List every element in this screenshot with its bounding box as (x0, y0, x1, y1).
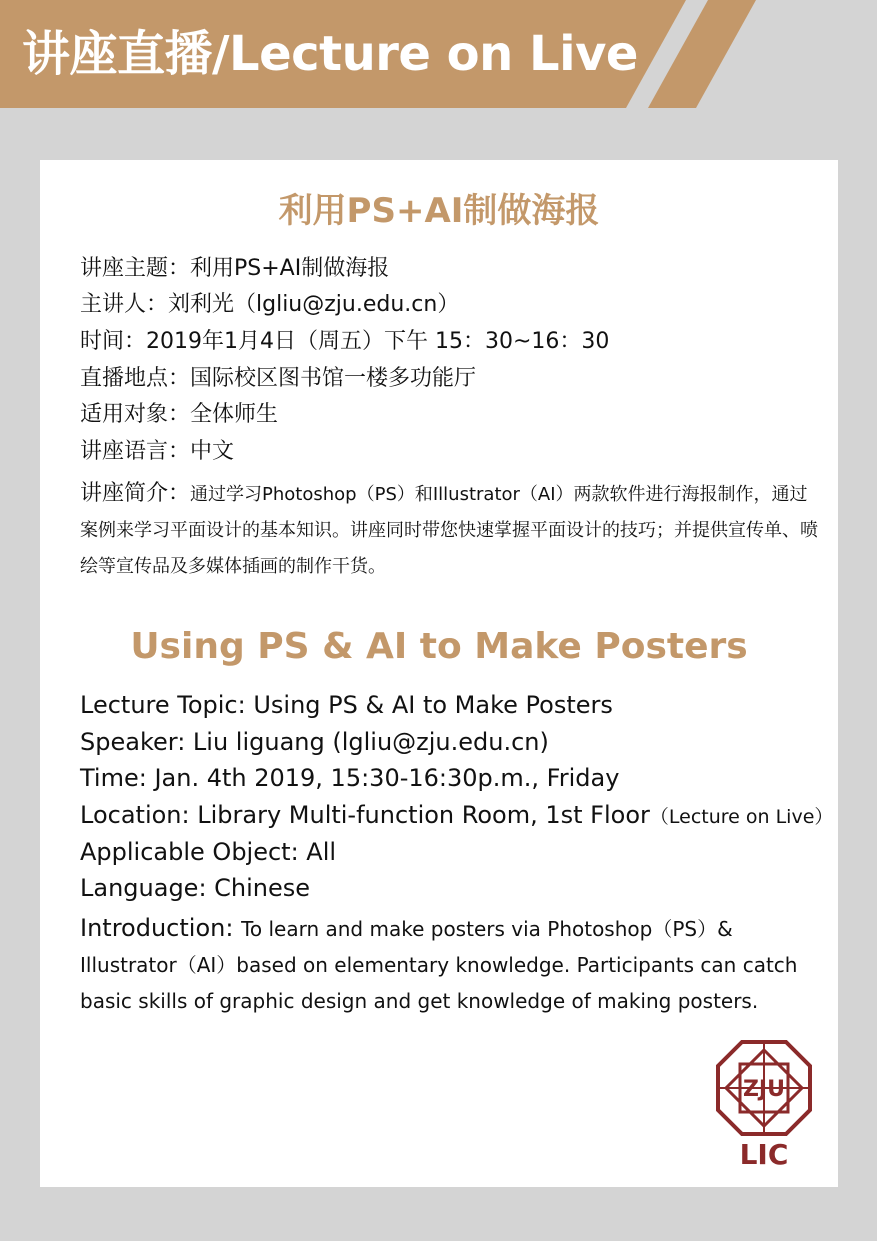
en-location-note: （Lecture on Live） (649, 806, 834, 828)
cn-location: 直播地点：国际校区图书馆一楼多功能厅 (80, 366, 477, 391)
cn-topic: 讲座主题：利用PS+AI制做海报 (80, 256, 390, 281)
en-time: Time: Jan. 4th 2019, 15:30-16:30p.m., Friday (80, 764, 620, 792)
cn-language: 讲座语言：中文 (80, 439, 235, 464)
lic-logo-text: LIC (739, 1138, 789, 1170)
cn-speaker: 主讲人：刘利光（lgliu@zju.edu.cn） (80, 292, 460, 317)
cn-audience: 适用对象：全体师生 (80, 402, 279, 427)
en-audience: Applicable Object: All (80, 838, 337, 866)
cn-time: 时间：2019年1月4日（周五）下午 15：30~16：30 (80, 329, 610, 354)
chinese-heading: 利用PS+AI制做海报 (278, 191, 600, 231)
en-language: Language: Chinese (80, 874, 311, 902)
en-location (80, 798, 833, 834)
header-title: 讲座直播/Lecture on Live (22, 26, 638, 82)
en-location-main: Location: Library Multi-function Room, 1st Floor (80, 801, 650, 829)
cn-intro-label: 讲座简介： (80, 481, 191, 506)
cn-intro (80, 476, 820, 585)
en-topic: Lecture Topic: Using PS & AI to Make Posters (80, 691, 613, 719)
en-intro-label: Introduction: (80, 914, 242, 942)
english-heading: Using PS & AI to Make Posters (130, 626, 748, 667)
en-speaker: Speaker: Liu liguang (lgliu@zju.edu.cn) (80, 728, 549, 756)
lic-logo (716, 1040, 812, 1170)
lic-logo-monogram: ZJU (742, 1077, 786, 1102)
content-card (40, 160, 838, 1187)
cn-intro-text: 通过学习Photoshop（PS）和Illustrator（AI）两款软件进行海报制作，通过案例来学习平面设计的基本知识。讲座同时带您快速掌握平面设计的技巧；并提供宣传单、喷绘等宣传品及多媒体插画的制作干货。 (80, 484, 818, 577)
en-intro (80, 910, 820, 1019)
en-intro-text: To learn and make posters via Photoshop（PS）& Illustrator（AI）based on elementary knowledge. Participants can catch basic skills of graphic design and get knowledge of making posters. (80, 917, 798, 1013)
